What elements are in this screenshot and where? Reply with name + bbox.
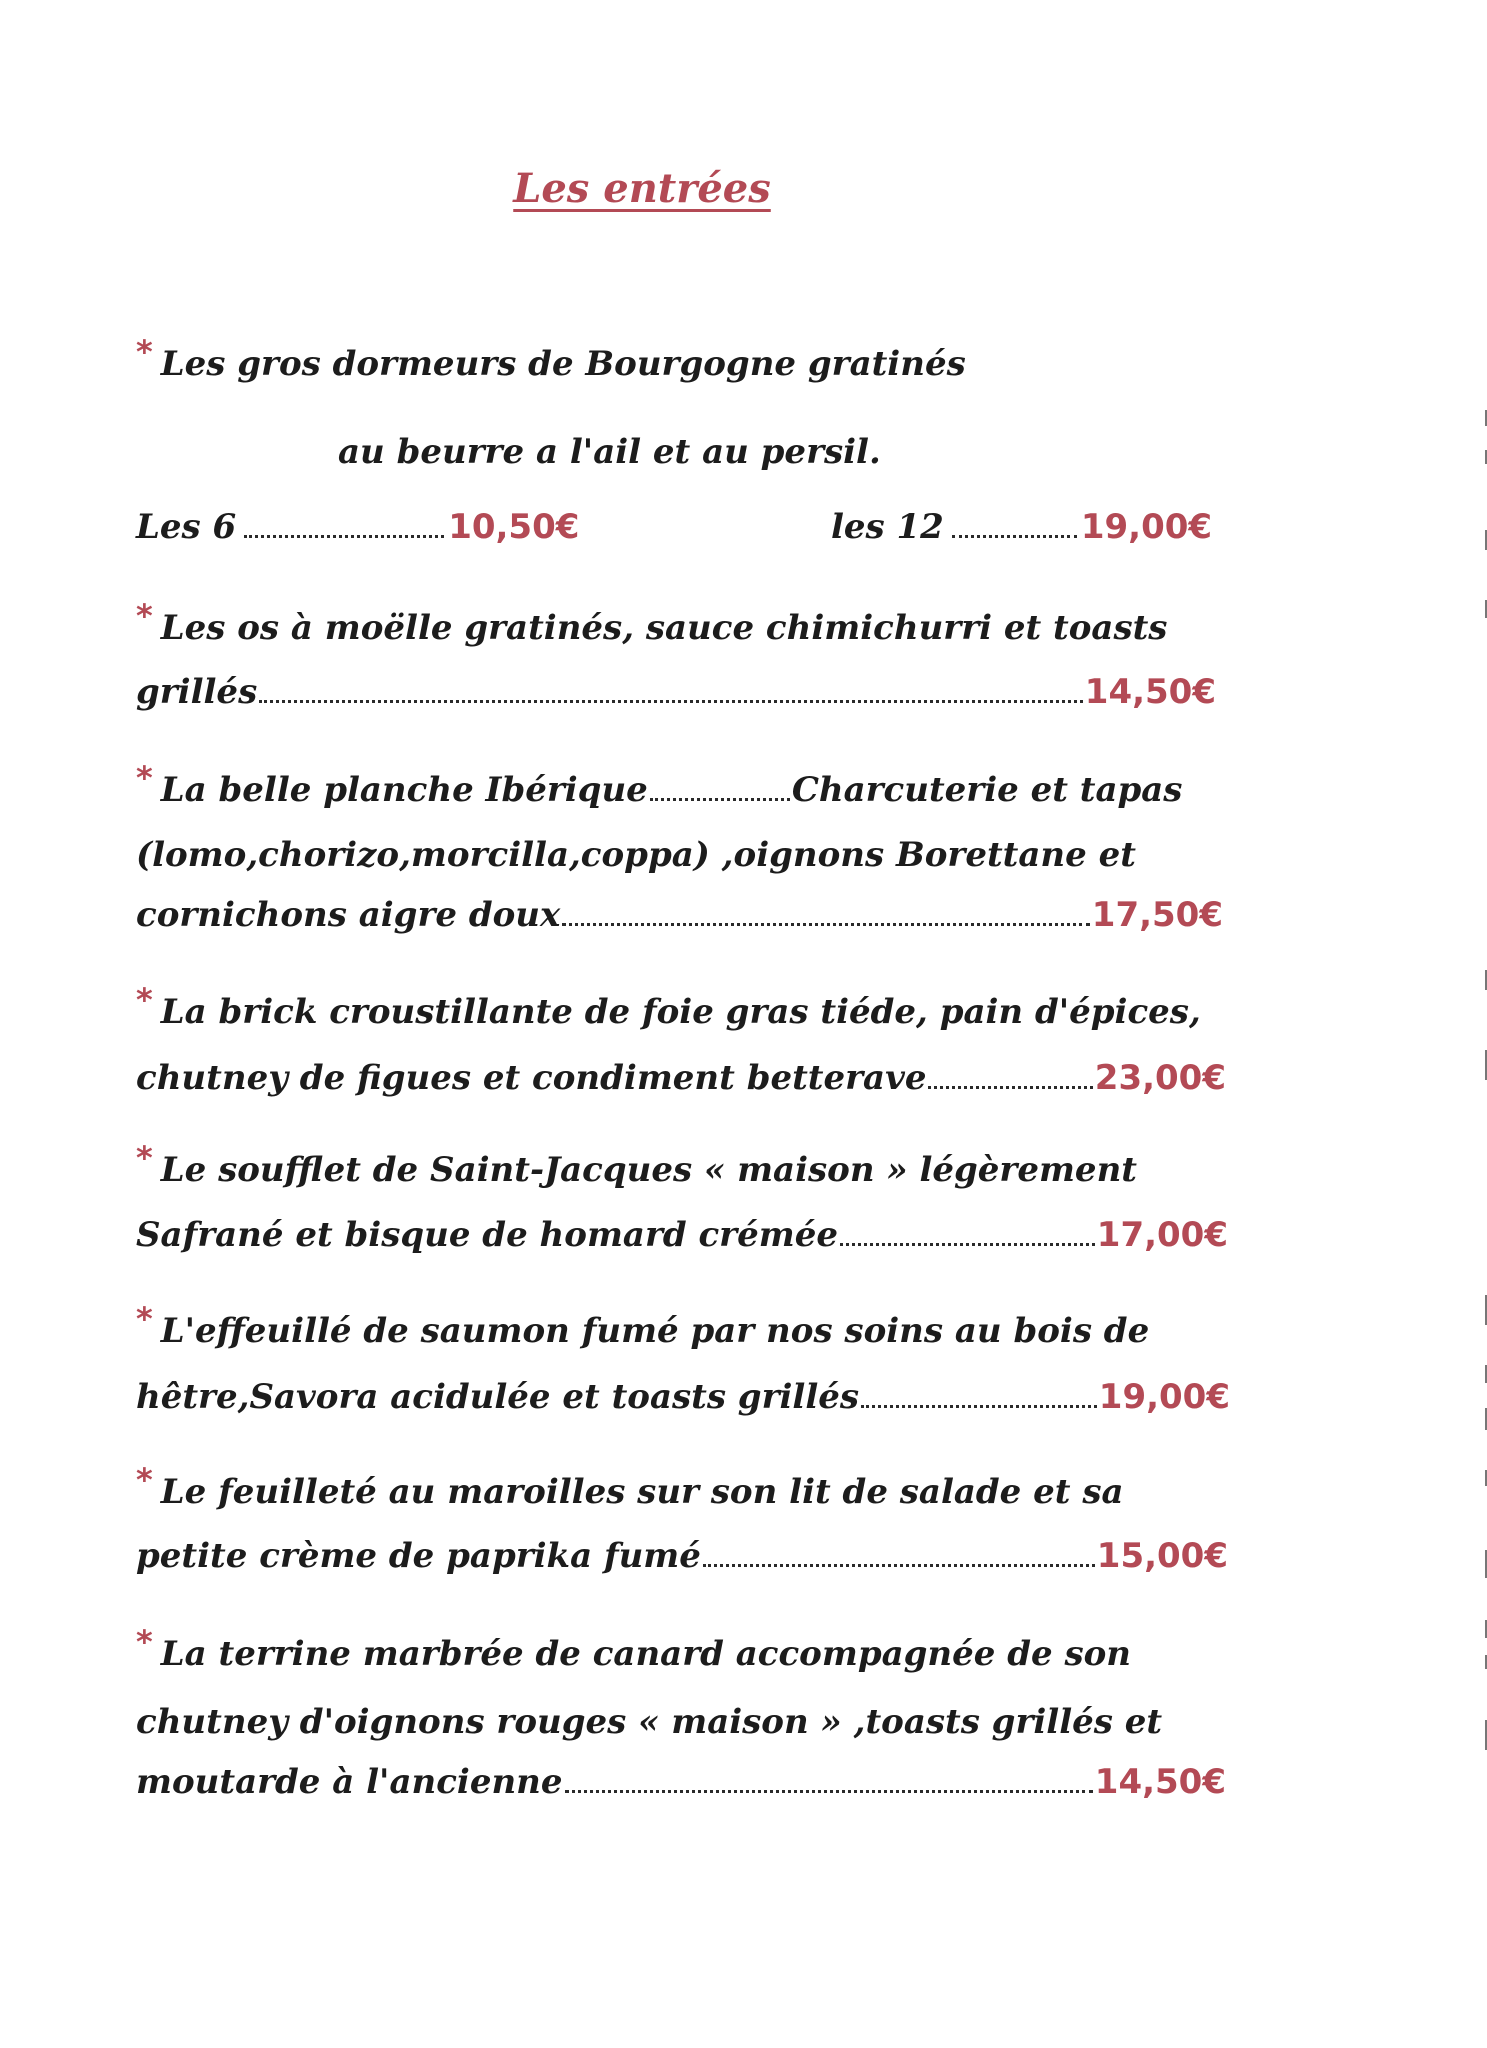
menu-item-7-line-2: petite crème de paprika fumé 15,00€ [136, 1536, 1228, 1576]
star-icon: * [136, 1623, 153, 1661]
star-icon: * [136, 981, 153, 1019]
price: 23,00€ [1094, 1058, 1226, 1098]
star-icon: * [136, 1461, 153, 1499]
menu-item-5-line-2: Safrané et bisque de homard crémée 17,00€ [136, 1215, 1228, 1255]
star-icon: * [136, 597, 153, 635]
menu-item-1-options [136, 505, 1236, 549]
menu-item-3-line-1: * La belle planche Ibérique Charcuterie et tapas [136, 768, 1226, 812]
menu-item-5-line-1: * Le soufflet de Saint-Jacques « maison » légèrement [136, 1139, 1137, 1190]
star-icon: * [136, 333, 153, 371]
price: 19,00€ [1098, 1377, 1230, 1417]
menu-item-8-line-3: moutarde à l'ancienne 14,50€ [136, 1762, 1226, 1802]
option-6: Les 6 10,50€ [136, 507, 580, 547]
menu-item-2-line-1: * Les os à moëlle gratinés, sauce chimichurri et toasts [136, 597, 1168, 648]
menu-item-3-line-3: cornichons aigre doux 17,50€ [136, 895, 1223, 935]
price: 15,00€ [1096, 1536, 1228, 1576]
price: 14,50€ [1094, 1762, 1226, 1802]
price: 19,00€ [1080, 507, 1213, 547]
menu-item-8-line-2: chutney d'oignons rouges « maison » ,toasts grillés et [136, 1702, 1163, 1742]
leader-dots [244, 534, 444, 538]
price: 10,50€ [448, 507, 580, 547]
menu-item-6-line-2: hêtre,Savora acidulée et toasts grillés 19,00€ [136, 1377, 1230, 1417]
menu-item-7-line-1: * Le feuilleté au maroilles sur son lit de salade et sa [136, 1461, 1124, 1512]
price: 14,50€ [1084, 672, 1216, 712]
leader-dots [562, 922, 1090, 926]
menu-item-6-line-1: * L'effeuillé de saumon fumé par nos soins au bois de [136, 1300, 1150, 1351]
star-icon: * [136, 759, 153, 797]
menu-item-3-line-2: (lomo,chorizo,morcilla,coppa) ,oignons Borettane et [136, 835, 1136, 875]
star-icon: * [136, 1300, 153, 1338]
price: 17,50€ [1091, 895, 1223, 935]
leader-dots [861, 1404, 1097, 1408]
menu-item-2-line-2: grillés 14,50€ [136, 672, 1216, 712]
leader-dots [703, 1563, 1095, 1567]
leader-dots [650, 797, 790, 801]
leader-dots [928, 1085, 1092, 1089]
leader-dots [565, 1789, 1093, 1793]
leader-dots [840, 1242, 1095, 1246]
star-icon: * [136, 1139, 153, 1177]
menu-item-1-line-1: * Les gros dormeurs de Bourgogne gratinés [136, 333, 966, 384]
menu-item-4-line-1: * La brick croustillante de foie gras tiéde, pain d'épices, [136, 981, 1201, 1032]
price: 17,00€ [1096, 1215, 1228, 1255]
menu-item-4-line-2: chutney de figues et condiment betterave 23,00€ [136, 1058, 1226, 1098]
leader-dots [259, 699, 1083, 703]
leader-dots [952, 534, 1077, 538]
option-12: les 12 19,00€ [831, 507, 1213, 547]
menu-item-1-line-2: au beurre a l'ail et au persil. [338, 432, 881, 472]
page-title: Les entrées [513, 165, 771, 212]
menu-item-8-line-1: * La terrine marbrée de canard accompagnée de son [136, 1623, 1131, 1674]
